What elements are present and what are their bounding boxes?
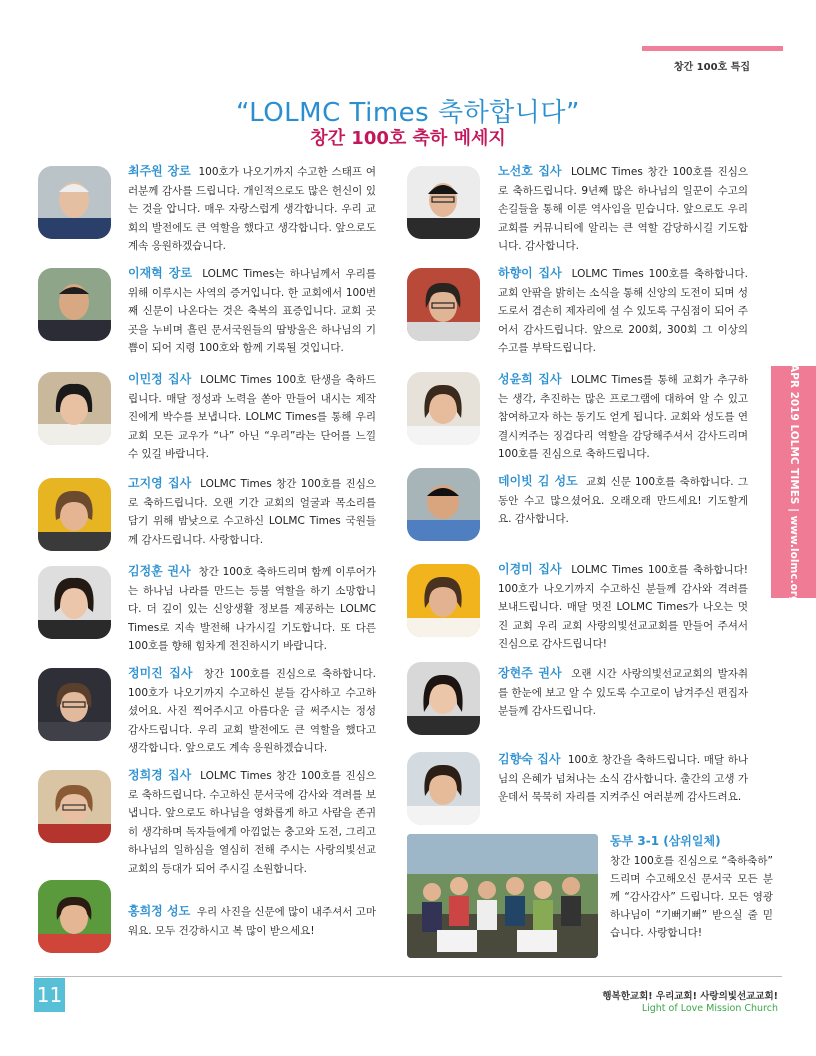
author-name: 정희경 집사 (128, 768, 192, 782)
message-lee-km (498, 560, 748, 654)
message-sung (498, 370, 748, 464)
message-kim-hs (498, 750, 748, 807)
group-title: 동부 3-1 (삼위일체) (610, 834, 721, 848)
portrait-photo (38, 268, 111, 341)
author-name: 성윤희 집사 (498, 372, 562, 386)
message-text: LOLMC Times 100호 탄생을 축하드립니다. 매달 정성과 노력을 쏟아 만들어 내시는 제작진에게 박수를 보냅니다. LOLMC Times를 통해 우리 교회 모든 교우가 “나” 아닌 “우리”라는 단어를 느낄 수 있길 바랍니다. (128, 374, 376, 460)
author-name: 이재혁 장로 (128, 266, 192, 280)
group-message: 창간 100호를 진심으로 “축하축하” 드리며 수고해오신 문서국 모든 분께 “감사감사” 드립니다. 모든 영광 하나님이 “기뻐기뻐” 받으실 줄 믿습니다. 사랑합니다! (610, 855, 773, 939)
message-ko (128, 474, 376, 549)
message-text: LOLMC Times는 하나님께서 우리를 위해 이루시는 사역의 증거입니다. 한 교회에서 100번째 신문이 나온다는 것은 축복의 표증입니다. 교회 곳곳을 누비며 흘린 문서국원들의 땀방울은 하나님의 기쁨이 되어 지령 100호와 함께 기록될 것입니다. (128, 268, 376, 354)
message-hong (128, 902, 376, 940)
footer-divider (34, 976, 782, 977)
message-text: 창간 100호를 진심으로 축하합니다. 100호가 나오기까지 수고하신 분들 감사하고 수고하셨어요. 사진 찍어주시고 아름다운 글 써주시는 정성 감사드립니다. 우리 교회 발전에도 큰 역할을 했다고 생각합니다. 앞으로도 계속 응원하겠습니다. (128, 668, 376, 754)
portrait-photo (38, 770, 111, 843)
message-text: 오랜 시간 사랑의빛선교교회의 발자취를 한눈에 보고 알 수 있도록 수고로이 남겨주신 편집자분들께 감사드립니다. (498, 668, 748, 717)
group-photo (407, 834, 598, 958)
portrait-photo (38, 478, 111, 551)
author-name: 고지영 집사 (128, 476, 192, 490)
message-noh (498, 162, 748, 256)
message-jung-mj (128, 664, 376, 758)
portrait-photo (407, 372, 480, 445)
portrait-photo (38, 566, 111, 639)
top-accent-bar (642, 46, 783, 51)
author-name: 김향숙 집사 (498, 752, 561, 766)
main-title: “LOLMC Times 축하합니다” (235, 98, 581, 128)
side-tab-text: APR 2019 LOLMC TIMES | www.lolmc.org (788, 364, 800, 604)
portrait-photo (407, 268, 480, 341)
author-name: 하향이 집사 (498, 266, 562, 280)
author-name: 최주원 장로 (128, 164, 191, 178)
message-text: 우리 사진을 신문에 많이 내주셔서 고마워요. 모두 건강하시고 복 많이 받으세요! (128, 906, 376, 937)
message-text: 100호가 나오기까지 수고한 스태프 여러분께 감사를 드립니다. 개인적으로도 많은 헌신이 있는 것을 압니다. 매우 자랑스럽게 생각합니다. 우리 교회의 발전에도 큰 역할을 했다고 생각합니다. 앞으로도 계속 응원하겠습니다. (128, 166, 376, 252)
portrait-photo (407, 662, 480, 735)
message-text: LOLMC Times 창간 100호를 진심으로 축하드립니다. 오랜 기간 교회의 얼굴과 목소리를 담기 위해 밤낮으로 수고하신 LOLMC Times 국원들께 감사드립니다. 사랑합니다. (128, 478, 376, 546)
author-name: 장현주 권사 (498, 666, 562, 680)
portrait-photo (407, 166, 480, 239)
author-name: 정미진 집사 (128, 666, 193, 680)
portrait-photo (38, 166, 111, 239)
portrait-photo (38, 668, 111, 741)
message-choi (128, 162, 376, 256)
message-text: 창간 100호 축하드리며 함께 이루어가는 하나님 나라를 만드는 등불 역할을 하기 소망합니다. 더 깊이 있는 신앙생활 정보를 제공하는 LOLMC Times로 지속 발전해 나가시길 기도합니다. 또 다른 100호를 향해 힘차게 전진하시기 바랍니다. (128, 566, 376, 652)
portrait-photo (38, 372, 111, 445)
portrait-photo (407, 564, 480, 637)
message-text: 100호 창간을 축하드립니다. 매달 하나님의 은혜가 넘쳐나는 소식 감사합니다. 출간의 고생 가운데서 묵묵히 자리를 지켜주신 여러분께 감사드려요. (498, 754, 748, 803)
message-text: LOLMC Times 창간 100호를 진심으로 축하드립니다. 수고하신 문서국에 감사와 격려를 보냅니다. 앞으로도 하나님을 영화롭게 하고 사람을 존귀히 생각하며 독자들에게 아낌없는 충고와 도전, 그리고 하나님의 일하심을 열심히 전해 주시는 사랑의빛선교교회의 등대가 되어 주시길 소원합니다. (128, 770, 376, 875)
message-kim-jh (128, 562, 376, 656)
message-david-kim (498, 472, 748, 529)
side-tab (771, 364, 816, 604)
portrait-photo (407, 468, 480, 541)
author-name: 김정훈 권사 (128, 564, 191, 578)
message-lee-jh (128, 264, 376, 358)
message-jung-hk (128, 766, 376, 878)
message-text: LOLMC Times 창간 100호를 진심으로 축하드립니다. 9년째 많은 하나님의 일꾼이 수고의 손길들을 통해 이룬 역사임을 믿습니다. 앞으로도 우리 교회를 커뮤니티에 알리는 큰 역할 감당하시길 기도합니다. 감사합니다. (498, 166, 748, 252)
message-text: LOLMC Times를 통해 교회가 추구하는 생각, 추진하는 많은 프로그램에 대하여 알 수 있고 참여하고자 하는 동기도 얻게 됩니다. 교회와 성도를 연결시켜주는 징검다리 역할을 감당해주셔서 감사드리며 100호를 진심으로 축하드립니다. (498, 374, 748, 460)
footer-church-name: Light of Love Mission Church (641, 1003, 778, 1014)
message-text: 교회 신문 100호를 축하합니다. 그 동안 수고 많으셨어요. 오래오래 만드세요! 기도할게요. 감사합니다. (498, 476, 748, 525)
section-label: 창간 100호 특집 (673, 62, 750, 73)
author-name: 이경미 집사 (498, 562, 562, 576)
message-lee-mj (128, 370, 376, 464)
sub-title: 창간 100호 축하 메세지 (310, 128, 506, 149)
message-jang (498, 664, 748, 721)
message-text: LOLMC Times 100호를 축하합니다. 교회 안팎을 밝히는 소식을 통해 신앙의 도전이 되며 성도로서 겸손히 제자리에 설 수 있도록 구심점이 되어 주어서 감사드립니다. 앞으로 200회, 300회 그 이상의 수고를 부탁드립니다. (498, 268, 748, 354)
portrait-photo (38, 880, 111, 953)
portrait-photo (407, 752, 480, 825)
page-number: 11 (34, 978, 65, 1012)
message-ha (498, 264, 748, 358)
author-name: 홍희정 성도 (128, 904, 191, 918)
message-text: LOLMC Times 100호를 축하합니다! 100호가 나오기까지 수고하신 분들께 감사와 격려를 보내드립니다. 매달 멋진 LOLMC Times가 나오는 멋진 교회 우리 교회 사랑의빛선교교회를 만들어 주셔서 진심으로 감사드립니다! (498, 564, 748, 650)
author-name: 데이빗 김 성도 (498, 474, 578, 488)
author-name: 이민정 집사 (128, 372, 192, 386)
author-name: 노선호 집사 (498, 164, 562, 178)
footer-slogan: 행복한교회! 우리교회! 사랑의빛선교교회! (602, 991, 778, 1002)
